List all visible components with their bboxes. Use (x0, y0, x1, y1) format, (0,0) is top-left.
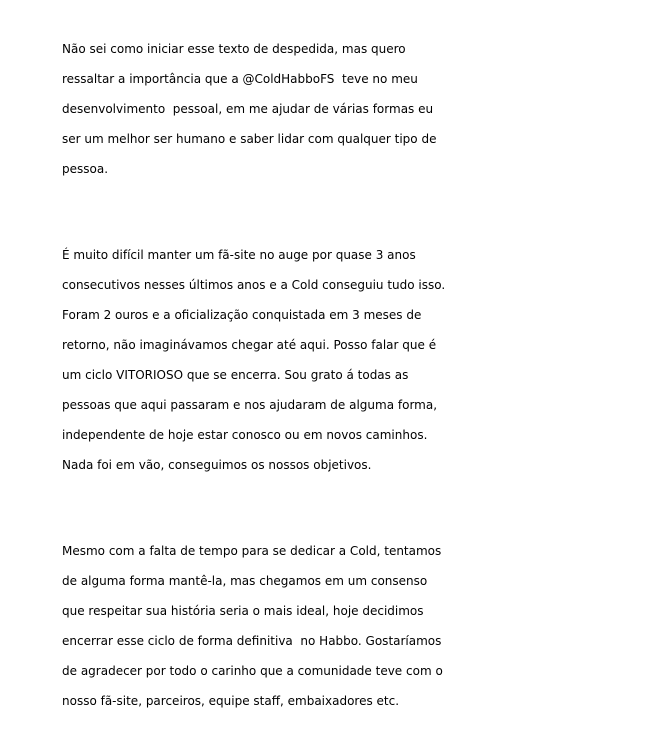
text-line: ressaltar a importância que a @ColdHabboFS teve no meu (62, 72, 418, 86)
text-line: consecutivos nesses últimos anos e a Cold conseguiu tudo isso. (62, 278, 446, 292)
text-line: de alguma forma mantê-la, mas chegamos em um consenso (62, 574, 428, 588)
text-line: independente de hoje estar conosco ou em novos caminhos. (62, 428, 428, 442)
text-line: de agradecer por todo o carinho que a comunidade teve com o (62, 664, 443, 678)
text-line: pessoa. (62, 162, 109, 176)
text-line: Foram 2 ouros e a oficialização conquistada em 3 meses de (62, 308, 422, 322)
text-line: encerrar esse ciclo de forma definitiva no Habbo. Gostaríamos (62, 634, 442, 648)
text-line: retorno, não imaginávamos chegar até aqui. Posso falar que é (62, 338, 437, 352)
text-line: Mesmo com a falta de tempo para se dedicar a Cold, tentamos (62, 544, 442, 558)
text-line: desenvolvimento pessoal, em me ajudar de várias formas eu (62, 102, 434, 116)
document-body (62, 34, 652, 716)
text-line: um ciclo VITORIOSO que se encerra. Sou grato á todas as (62, 368, 409, 382)
text-line: nosso fã-site, parceiros, equipe staff, embaixadores etc. (62, 694, 400, 708)
text-line: ser um melhor ser humano e saber lidar com qualquer tipo de (62, 132, 437, 146)
paragraph-closing (62, 536, 652, 716)
paragraph-farewell-intro (62, 34, 652, 184)
text-line: É muito difícil manter um fã-site no auge por quase 3 anos (62, 248, 416, 262)
text-line: Não sei como iniciar esse texto de despedida, mas quero (62, 42, 406, 56)
text-line: Nada foi em vão, conseguimos os nossos objetivos. (62, 458, 372, 472)
paragraph-achievements (62, 240, 652, 480)
text-line: pessoas que aqui passaram e nos ajudaram de alguma forma, (62, 398, 438, 412)
text-line: que respeitar sua história seria o mais ideal, hoje decidimos (62, 604, 424, 618)
